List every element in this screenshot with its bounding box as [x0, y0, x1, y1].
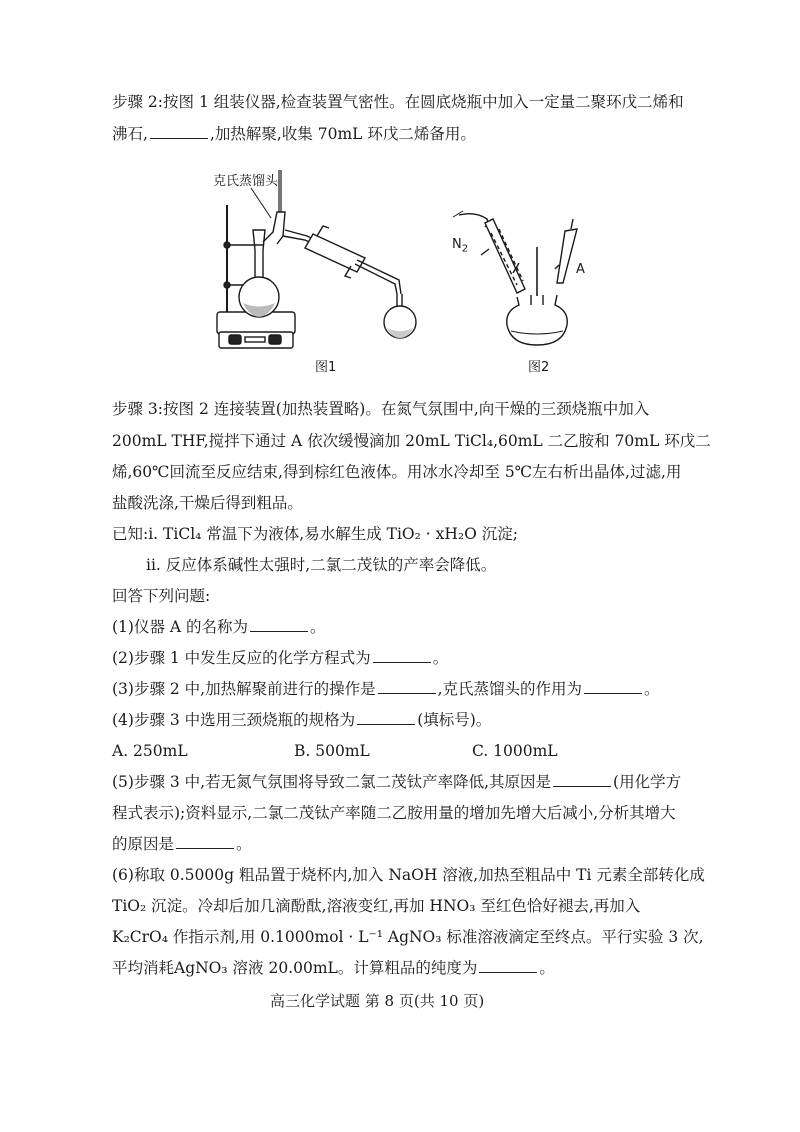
step3-line1: 步骤 3:按图 2 连接装置(加热装置略)。在氮气氛围中,向干燥的三颈烧瓶中加入 [112, 400, 650, 418]
page-footer: 高三化学试题 第 8 页(共 10 页) [270, 992, 485, 1010]
figure1-caption: 图1 [315, 360, 337, 375]
step3-line3: 烯,60℃回流至反应结束,得到棕红色液体。用冰水冷却至 5℃左右析出晶体,过滤,用 [112, 463, 682, 481]
known-line2: ii. 反应体系碱性太强时,二氯二茂钛的产率会降低。 [146, 556, 497, 574]
step2-line2: 沸石, ,加热解聚,收集 70mL 环戊二烯备用。 [112, 125, 476, 143]
step3-line4: 盐酸洗涤,干燥后得到粗品。 [112, 494, 303, 512]
question-5-line2: 程式表示);资料显示,二氯二茂钛产率随二乙胺用量的增加先增大后减小,分析其增大 [112, 804, 676, 822]
answer-blank [357, 710, 415, 725]
question-4: (4)步骤 3 中选用三颈烧瓶的规格为 (填标号)。 [112, 711, 492, 729]
answer-blank [378, 679, 436, 694]
answer-blank [479, 958, 537, 973]
question-5-line3: 的原因是 。 [112, 835, 252, 853]
figure1-distillation-apparatus [205, 160, 420, 375]
question-6-line2: TiO₂ 沉淀。冷却后加几滴酚酞,溶液变红,再加 HNO₃ 至红色恰好褪去,再加入 [112, 897, 641, 915]
question-3: (3)步骤 2 中,加热解聚前进行的操作是 ,克氏蒸馏头的作用为 。 [112, 680, 660, 698]
question-2: (2)步骤 1 中发生反应的化学方程式为 。 [112, 649, 449, 667]
questions-intro: 回答下列问题: [112, 587, 211, 605]
q4-option-a: A. 250mL [112, 742, 188, 760]
answer-blank [250, 617, 308, 632]
n2-label: $N_2$ [452, 237, 469, 255]
answer-blank [584, 679, 642, 694]
question-1: (1)仪器 A 的名称为 。 [112, 618, 326, 636]
figure1-callout-label: 克氏蒸馏头 [213, 174, 279, 189]
q4-option-b: B. 500mL [294, 742, 370, 760]
answer-blank [176, 834, 234, 849]
figure2-caption: 图2 [528, 360, 550, 375]
step3-line2: 200mL THF,搅拌下通过 A 依次缓慢滴加 20mL TiCl₄,60mL 二乙胺和 70mL 环戊二 [112, 432, 711, 450]
question-5-line1: (5)步骤 3 中,若无氮气氛围将导致二氯二茂钛产率降低,其原因是 (用化学方 [112, 773, 682, 791]
question-6-line1: (6)称取 0.5000g 粗品置于烧杯内,加入 NaOH 溶液,加热至粗品中 Ti 元素全部转化成 [112, 866, 705, 884]
figure2-three-neck-flask-apparatus [445, 205, 605, 355]
question-6-line4: 平均消耗AgNO₃ 溶液 20.00mL。计算粗品的纯度为 。 [112, 959, 555, 977]
answer-blank [553, 772, 611, 787]
answer-blank [373, 648, 431, 663]
q4-option-c: C. 1000mL [472, 742, 558, 760]
funnel-a-label: A [576, 262, 585, 277]
answer-blank [150, 124, 208, 139]
known-line1: 已知:i. TiCl₄ 常温下为液体,易水解生成 TiO₂ · xH₂O 沉淀; [112, 525, 518, 543]
step2-line1: 步骤 2:按图 1 组装仪器,检查装置气密性。在圆底烧瓶中加入一定量二聚环戊二烯和 [112, 93, 684, 111]
question-6-line3: K₂CrO₄ 作指示剂,用 0.1000mol · L⁻¹ AgNO₃ 标准溶液滴定至终点。平行实验 3 次, [112, 928, 704, 946]
